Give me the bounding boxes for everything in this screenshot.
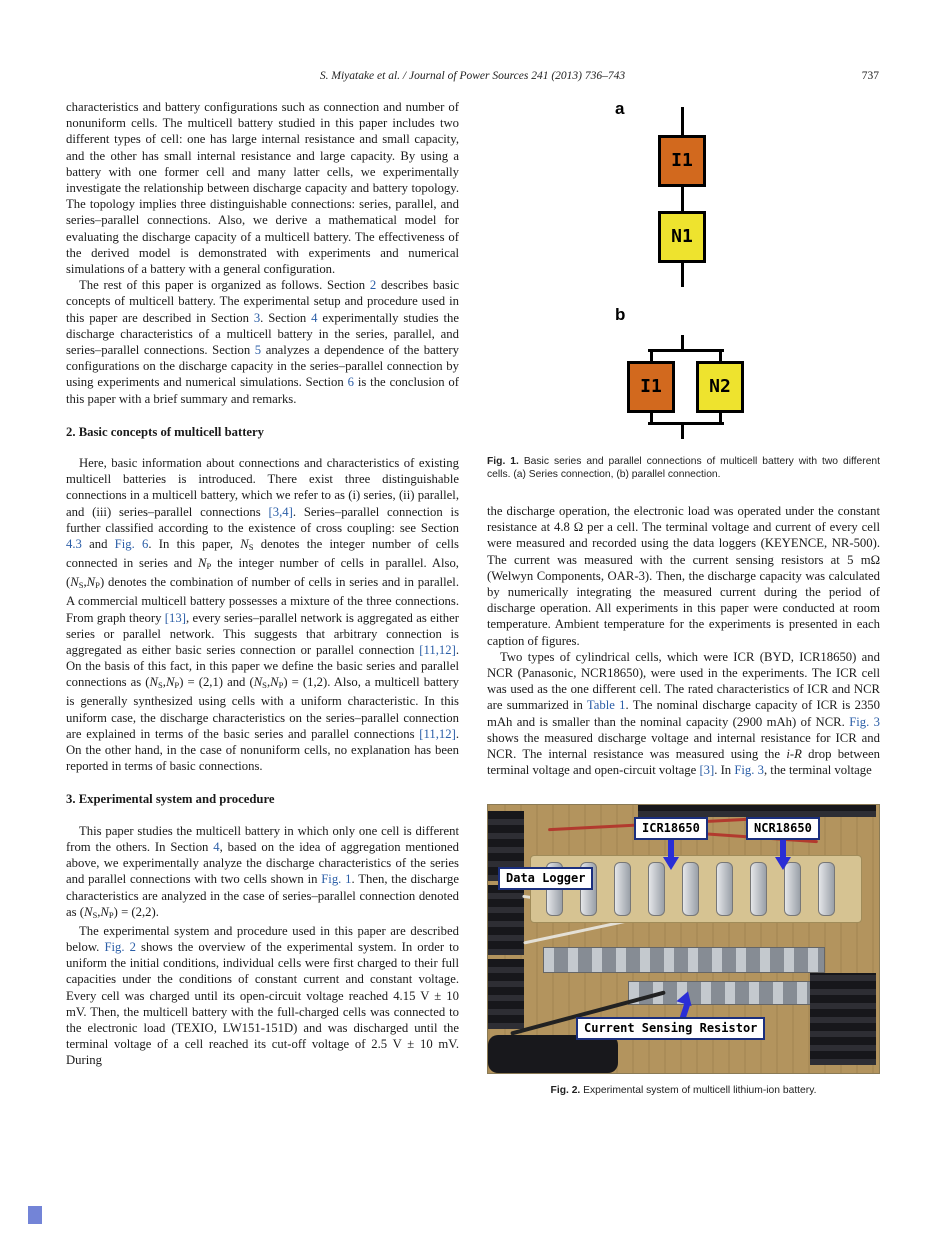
cell-N2-parallel [696, 361, 744, 413]
photo-label-data-logger: Data Logger [498, 867, 593, 889]
figure-2-caption [487, 1084, 880, 1097]
text-run: Two types of cylindrical cells, which were ICR (BYD, ICR18650) and NCR (Panasonic, NCR18650), were used in the experiments. The ICR cell was used as the one different cell. The rated characteristics of ICR and NCR are summarized in [487, 649, 880, 713]
citation-link[interactable]: Fig. 3 [849, 714, 880, 729]
text-run: N [253, 675, 263, 690]
ncr-arrow-head [775, 857, 791, 870]
text-run: drop between terminal voltage and open-circuit voltage [487, 747, 880, 778]
text-run: and [81, 537, 115, 552]
text-run: N [70, 575, 79, 590]
parallel-top-rail [648, 349, 724, 352]
photo-battery-cell [614, 862, 631, 916]
parallel-left-bottom-stub [650, 413, 653, 422]
citation-link[interactable]: Table 1 [586, 698, 626, 713]
paragraph [66, 923, 459, 1069]
text-run: analyzes a dependence of the battery configurations on the discharge capacity in the series–parallel connection by using experiments and numerical simulations. Section [66, 343, 459, 390]
citation-link[interactable]: [13] [164, 610, 186, 625]
cell-label: I1 [671, 149, 693, 171]
text-run: , [266, 675, 271, 690]
text-run: , [83, 575, 87, 590]
citation-link[interactable]: [11,12] [419, 726, 456, 741]
text-run: . Section [260, 310, 312, 325]
left-column [66, 99, 459, 1097]
text-run: P [95, 580, 100, 591]
text-run: denotes the integer number of cells connected in series and [66, 537, 459, 571]
photo-battery-cell [818, 862, 835, 916]
link-annotation-mark [28, 1206, 42, 1224]
text-run: . Series–parallel connection is further classified according to the existence of cross coupling: see Section [66, 504, 460, 535]
cell-label: N1 [671, 225, 693, 247]
two-column-body [66, 99, 880, 1097]
text-run: is the conclusion of this paper with a brief summary and remarks. [66, 375, 459, 406]
text-run: Fig. 1. [487, 456, 519, 467]
citation-link[interactable]: 3 [253, 310, 261, 325]
citation-link[interactable]: 4 [213, 839, 220, 854]
text-run: describes basic concepts of multicell battery. The experimental setup and procedure used in this paper are described in Section [66, 278, 460, 325]
text-run: . In this paper, [148, 537, 241, 552]
text-run: characteristics and battery configurations such as connection and number of nonuniform cells. The multicell battery studied in this paper includes two different types of cell: one has large internal resistance and small capacity, and the other has small internal resistance and large capacity. By using a battery with one former cell and many latter cells, we experimentally investigate the relationship between discharge capacity and battery topology. The topology implies three distinguishable connections: series, parallel, and series–parallel connections. Also, we derive a mathematical model for evaluating the discharge capacity of a multicell battery. The effectiveness of the derived model is demonstrated with experiments and numerical simulations of a battery with a general configuration. [66, 100, 459, 277]
text-run: N [100, 904, 109, 919]
photo-label-icr18650: ICR18650 [634, 817, 708, 839]
citation-link[interactable]: Fig. 2 [104, 940, 136, 954]
citation-link[interactable]: Fig. 3 [734, 763, 764, 778]
figure-2-photo [487, 804, 880, 1074]
paragraph [66, 99, 459, 277]
text-run: N [149, 675, 158, 690]
subfigure-label-a: a [615, 99, 625, 118]
series-wire-bottom [681, 263, 684, 287]
text-run: The rest of this paper is organized as follows. Section [79, 278, 370, 293]
text-run: N [86, 575, 96, 590]
photo-battery-cell [750, 862, 767, 916]
parallel-left-top-stub [650, 352, 653, 361]
citation-link[interactable]: [3,4] [268, 504, 293, 519]
cell-I1-parallel [627, 361, 675, 413]
text-run: . In [714, 763, 735, 778]
citation-link[interactable]: 4 [311, 310, 318, 325]
text-run: P [206, 561, 212, 572]
text-run: Here, basic information about connections and characteristics of existing multicell batteries is introduced. There exist three distinguishable connections in a multicell battery, which we refer to as (i) series, (ii) parallel, and (iii) series–parallel connections [66, 456, 459, 519]
text-run: . On the basis of this fact, in this paper we define the basic series and parallel connections as ( [66, 642, 459, 690]
spacer [487, 481, 880, 503]
text-run: R [794, 747, 802, 762]
text-run: N [270, 675, 279, 690]
cell-N1-series [658, 211, 706, 263]
cell-label: I1 [640, 375, 662, 397]
text-run: experimentally studies the discharge characteristics of a multicell battery in the series, parallel, and series–parallel connections. Section [66, 310, 459, 358]
figure-1-diagram [487, 101, 880, 445]
figure-1-caption [487, 455, 880, 481]
citation-link[interactable]: Fig. 1 [321, 872, 352, 887]
photo-rear-terminal-strip [638, 805, 876, 817]
citation-link[interactable]: 5 [254, 343, 262, 358]
icr-arrow-head [663, 857, 679, 870]
text-run: P [278, 680, 284, 691]
citation-link[interactable]: [3] [699, 763, 715, 778]
text-run: Fig. 2. [550, 1085, 581, 1097]
text-run: the integer number of cells in parallel. Also, ( [66, 556, 459, 590]
text-run: Experimental system of multicell lithium-ion battery. [580, 1085, 817, 1097]
paragraph [66, 277, 459, 407]
photo-connector-block [488, 885, 524, 955]
parallel-top-terminal-wire [681, 335, 684, 349]
photo-connector-block [810, 973, 876, 1065]
text-run: ) denotes the combination of number of cells in series and in parallel. A commercial multicell battery possesses a mixture of the three connections. From graph theory [66, 575, 459, 625]
photo-label-current-sensing-resistor: Current Sensing Resistor [576, 1017, 765, 1039]
text-run: - [789, 747, 795, 762]
text-run: N [197, 556, 207, 571]
text-run: S [248, 541, 254, 552]
text-run: . Then, the discharge characteristics are analyzed in the case of series–parallel connection denoted as ( [66, 872, 459, 919]
photo-terminal-strip [543, 947, 825, 973]
running-header-citation: S. Miyatake et al. / Journal of Power Sources 241 (2013) 736–743 [319, 70, 626, 82]
text-run: N [83, 904, 93, 919]
paragraph [487, 649, 880, 779]
parallel-right-top-stub [719, 352, 722, 361]
text-run: S [262, 680, 267, 691]
text-run: ) = (2,2). [113, 904, 159, 919]
text-run: ) = (1,2). Also, a multicell battery is generally synthesized using cells with a uniform characteristic. In this uniform case, the discharge characteristics on the series–parallel connection are explained in terms of the basic series and parallel connections [66, 675, 459, 741]
text-run: The experimental system and procedure used in this paper are described below. [66, 923, 459, 954]
cell-I1-series [658, 135, 706, 187]
citation-link[interactable]: 4.3 [66, 537, 82, 552]
icr-arrow [668, 839, 674, 857]
citation-link[interactable]: 2 [369, 278, 377, 293]
citation-link[interactable]: [11,12] [419, 642, 456, 657]
text-run: , the terminal voltage [763, 763, 872, 778]
citation-link[interactable]: Fig. 6 [114, 537, 149, 552]
parallel-bottom-rail [648, 422, 724, 425]
ncr-arrow [780, 839, 786, 857]
paragraph [66, 455, 459, 774]
text-run: S [92, 909, 98, 920]
text-run: i [786, 747, 790, 762]
text-run: the discharge operation, the electronic load was operated under the constant resistance at 4.8 Ω per a cell. The terminal voltage and current of every cell were measured and recorded using the data loggers (KEYENCE, NR-500). The current was measured with the current sensing resistors at 5 mΩ (Welwyn Components, OAR-3). Then, the discharge capacity was calculated by numerically integrating the measured current during the period of discharge operation. All experiments in this paper were conducted at room temperature. Ambient temperature for the experiments is presented in each caption of figures. [487, 504, 880, 648]
text-run: S [157, 680, 163, 691]
photo-battery-cell [648, 862, 665, 916]
paragraph [487, 503, 880, 649]
section-heading-2: 2. Basic concepts of multicell battery [66, 424, 265, 439]
subfigure-label-b: b [615, 305, 626, 324]
section-heading-3: 3. Experimental system and procedure [66, 792, 275, 807]
series-wire-middle [681, 187, 684, 211]
text-run: P [108, 909, 114, 920]
text-run: , [162, 675, 166, 690]
right-column [487, 99, 880, 1097]
text-run: Basic series and parallel connections of multicell battery with two different cells. (a) Series connection, (b) parallel connection. [487, 456, 881, 480]
parallel-right-bottom-stub [719, 413, 722, 422]
text-run: S [78, 580, 84, 591]
cell-label: N2 [709, 375, 731, 397]
text-run: N [240, 537, 249, 552]
text-run: , every series–parallel network is aggregated as either series or parallel network. This suggests that arbitrary connection is aggregated as either basic series connection or parallel connection [66, 610, 459, 657]
photo-cable-bundle [488, 1035, 618, 1073]
photo-label-ncr18650: NCR18650 [746, 817, 820, 839]
text-run: P [174, 680, 180, 691]
series-wire-top [681, 107, 684, 135]
photo-connector-block [488, 959, 524, 1029]
photo-battery-cell [716, 862, 733, 916]
photo-battery-cell [682, 862, 699, 916]
parallel-bottom-terminal-wire [681, 425, 684, 439]
text-run: shows the measured discharge voltage and internal resistance for ICR and NCR. The internal resistance was measured using the [487, 730, 880, 762]
text-run: , [97, 904, 101, 919]
text-run: shows the overview of the experimental system. In order to uniform the initial conditions, individual cells were first charged to their full capacities under the conditions of constant current and constant voltage. Every cell was charged until its open-circuit voltage reached 4.15 V ± 10 mV. Then, the multicell battery with the full-charged cells was connected to the electronic load (TEXIO, LW151-151D) and was discharged until the terminal voltage of a cell reached its cut-off voltage of 2.5 V ± 10 mV. During [66, 940, 459, 1068]
citation-link[interactable]: 6 [347, 375, 354, 390]
running-header [66, 70, 879, 82]
text-run: ) = (2,1) and ( [179, 675, 254, 690]
text-run: N [165, 675, 175, 690]
text-run: . The nominal discharge capacity of ICR is 2350 mAh and is smaller than the nominal capacity (2900 mAh) of NCR. [487, 698, 880, 729]
text-run: This paper studies the multicell battery in which only one cell is different from the others. In Section [66, 823, 459, 854]
page-number: 737 [861, 70, 879, 82]
paragraph [66, 823, 459, 923]
text-run: , based on the idea of aggregation mentioned above, we experimentally analyze the discharge characteristics of the series and parallel connections with two cells shown in [66, 839, 459, 887]
photo-battery-cell [784, 862, 801, 916]
text-run: . On the other hand, in the case of nonuniform cells, no explanation has been reported in terms of basic connections. [66, 726, 459, 774]
